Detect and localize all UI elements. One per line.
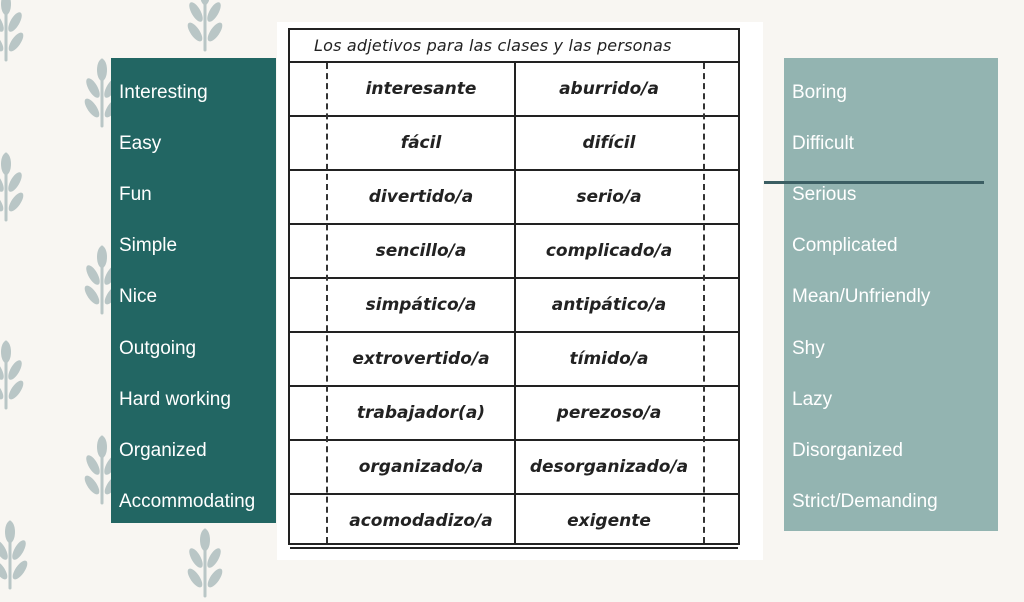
leaf-decoration-icon [0,0,26,62]
right-term: Boring [792,82,847,103]
left-term: Outgoing [119,338,197,359]
adjective-negative: antipático/a [551,295,667,315]
right-term: Mean/Unfriendly [792,286,931,307]
left-term: Hard working [119,389,231,410]
adjective-positive: divertido/a [368,187,474,207]
table-title: Los adjetivos para las clases y las personas [290,30,738,63]
adjective-positive: trabajador(a) [356,403,486,423]
cut-line-left [326,63,328,543]
adjective-negative: serio/a [576,187,642,207]
left-term: Accommodating [119,491,256,512]
leaf-decoration-icon [185,528,225,598]
english-positive-panel [111,58,276,523]
adjective-negative: perezoso/a [556,403,662,423]
right-term: Complicated [792,235,898,256]
left-term: Interesting [119,82,208,103]
adjective-positive: sencillo/a [375,241,467,261]
column-divider [514,63,516,543]
adjective-negative: tímido/a [569,349,649,369]
adjective-positive: simpático/a [365,295,477,315]
left-term: Easy [119,133,162,154]
left-term: Nice [119,286,158,307]
adjective-positive: organizado/a [358,457,484,477]
adjective-positive: acomodadizo/a [349,511,493,531]
leaf-decoration-icon [0,520,30,590]
adjective-negative: aburrido/a [559,79,659,99]
right-term: Serious [792,184,857,205]
adjective-negative: exigente [567,511,651,531]
left-term: Simple [119,235,178,256]
right-term: Shy [792,338,825,359]
adjective-negative: desorganizado/a [529,457,689,477]
adjective-positive: interesante [365,79,477,99]
leaf-decoration-icon [185,0,225,52]
right-term: Lazy [792,389,833,410]
adjective-positive: extrovertido/a [352,349,490,369]
strike-line [764,181,984,184]
leaf-decoration-icon [0,152,26,222]
right-term: Strict/Demanding [792,491,938,512]
left-term: Organized [119,440,207,461]
right-term: Disorganized [792,440,903,461]
english-negative-panel [784,58,998,531]
leaf-decoration-icon [0,340,26,410]
left-term: Fun [119,184,152,205]
cut-line-right [703,63,705,543]
adjectives-table [288,28,740,545]
right-term: Difficult [792,133,854,154]
adjective-negative: difícil [582,133,636,153]
adjective-negative: complicado/a [545,241,673,261]
adjective-positive: fácil [400,133,442,153]
